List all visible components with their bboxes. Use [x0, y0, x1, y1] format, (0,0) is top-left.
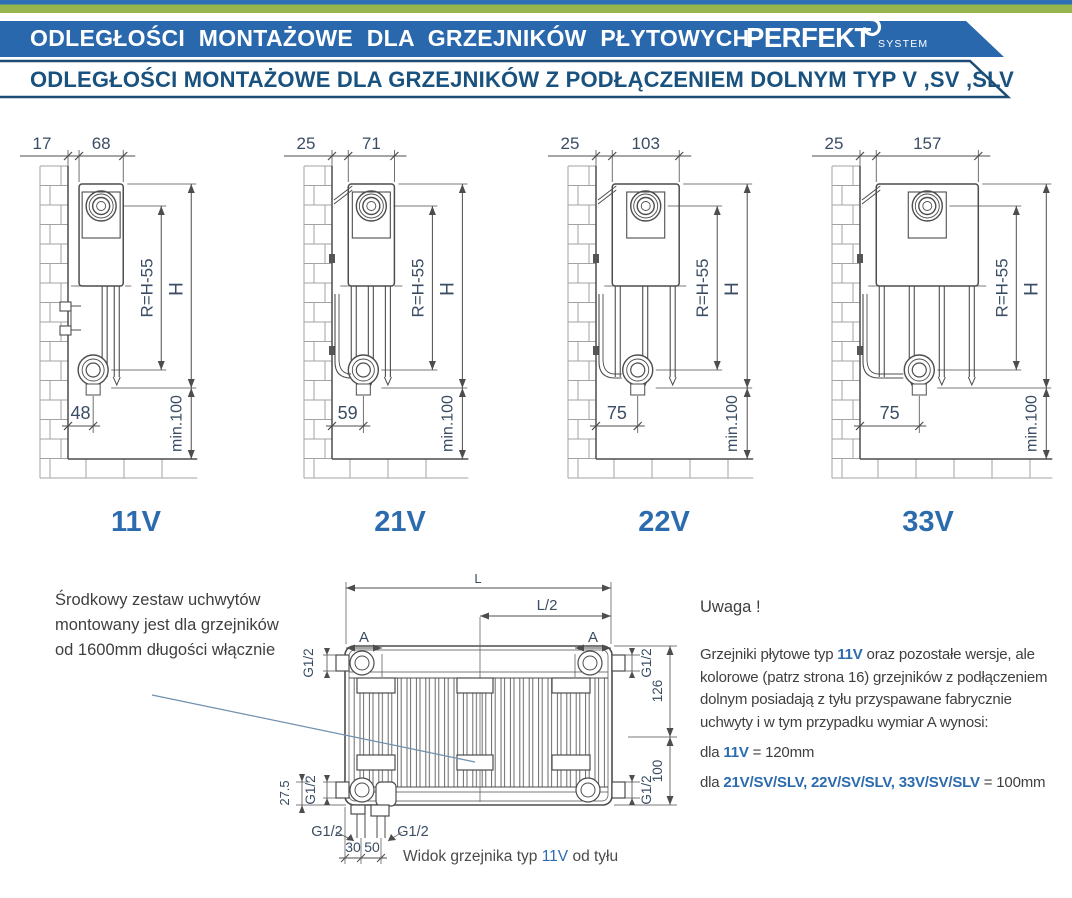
brand-name: PERFEKT: [746, 22, 871, 53]
dim-length: L: [474, 571, 482, 586]
height-dim: H: [722, 282, 744, 296]
dim-100: 100: [650, 759, 665, 783]
floor-clearance-dim: min.100: [1023, 395, 1041, 452]
dim-thread-pipe2: G1/2: [397, 824, 429, 840]
dim-thread-pipe1: G1/2: [311, 824, 343, 840]
bottom-connection: [912, 363, 926, 377]
height-dim: H: [437, 282, 459, 296]
note-paragraph-line: kolorowe (patrz strona 16) grzejników z podłączeniem: [700, 668, 1048, 686]
dim-thread-br: G1/2: [639, 775, 654, 805]
dim-126: 126: [650, 679, 665, 703]
header: [0, 0, 1072, 102]
dim-bracket-a-right: A: [587, 629, 599, 646]
height-dim: H: [1021, 282, 1043, 296]
radius-dim: R=H-55: [408, 258, 428, 318]
dim-30: 30: [345, 839, 361, 855]
wall-gap-dim: 25: [824, 134, 844, 153]
note-paragraph-line: dolnym posiadają z tyłu przyspawane fabrycznie: [700, 691, 1012, 709]
top-strip-green: [0, 5, 1072, 14]
dim-thread-tr: G1/2: [639, 648, 654, 678]
note-dim-others: dla 21V/SV/SLV, 22V/SV/SLV, 33V/SV/SLV = 100mm: [700, 774, 1046, 792]
pipe-offset-dim: 48: [70, 403, 91, 423]
dim-thread-bl: G1/2: [303, 775, 318, 805]
rear-caption: Widok grzejnika typ 11V od tyłu: [403, 848, 619, 865]
rear-view-drawing: [30, 555, 730, 898]
dim-50: 50: [364, 839, 380, 855]
bracket: [457, 678, 493, 693]
depth-dim: 71: [361, 134, 381, 153]
bracket: [552, 678, 590, 693]
diagram-21V: [270, 126, 534, 540]
diagram-11V: [6, 126, 270, 540]
type-label: 11V: [111, 506, 161, 538]
diagram-33V: [798, 126, 1062, 540]
floor-clearance-dim: min.100: [168, 395, 186, 452]
section-diagrams: [6, 126, 1066, 540]
note-paragraph-line: Grzejniki płytowe typ 11V oraz pozostałe wersje, ale: [700, 646, 1035, 664]
bottom-connection: [356, 363, 370, 377]
depth-dim: 68: [91, 134, 111, 153]
depth-dim: 103: [631, 134, 660, 153]
type-label: 21V: [374, 506, 426, 538]
note-dim-11v: dla 11V = 120mm: [700, 744, 815, 762]
dim-27-5: 27.5: [277, 780, 292, 806]
bottom-connection: [86, 363, 100, 377]
dim-half-length: L/2: [536, 597, 558, 614]
radius-dim: R=H-55: [693, 258, 713, 318]
note-heading: Uwaga !: [700, 598, 761, 616]
wall-gap-dim: 25: [296, 134, 316, 153]
floor-clearance-dim: min.100: [724, 395, 742, 452]
convector-fins: [352, 679, 605, 788]
page-title: ODLEGŁOŚCI MONTAŻOWE DLA GRZEJNIKÓW PŁYTOWYCH: [30, 25, 750, 51]
note-line: od 1600mm długości włącznie: [55, 641, 276, 659]
dim-bracket-a-left: A: [358, 629, 370, 646]
wall-gap-dim: 17: [32, 134, 52, 153]
bracket: [552, 755, 590, 770]
radius-dim: R=H-55: [992, 258, 1012, 318]
type-label: 22V: [638, 506, 690, 538]
note-uwaga: [700, 596, 1072, 795]
height-dim: H: [166, 282, 188, 296]
pipe-offset-dim: 75: [606, 403, 627, 423]
floor-clearance-dim: min.100: [439, 395, 457, 452]
radius-dim: R=H-55: [137, 258, 157, 318]
note-paragraph-line: uchwyty i w tym przypadku wymiar A wynosi:: [700, 713, 989, 731]
pipe-offset-dim: 75: [879, 403, 900, 423]
note-line: montowany jest dla grzejników: [55, 616, 279, 634]
diagram-22V: [534, 126, 798, 540]
bracket: [457, 755, 493, 770]
depth-dim: 157: [913, 134, 942, 153]
pipe-offset-dim: 59: [337, 403, 358, 423]
bottom-connection: [631, 363, 645, 377]
bracket: [357, 678, 395, 693]
top-strip-blue: [0, 0, 1072, 5]
dim-thread-tl: G1/2: [301, 648, 316, 678]
page-subtitle: ODLEGŁOŚCI MONTAŻOWE DLA GRZEJNIKÓW Z PODŁĄCZENIEM DOLNYM TYP V ,SV ,SLV: [30, 67, 1015, 92]
wall-gap-dim: 25: [560, 134, 580, 153]
note-line: Środkowy zestaw uchwytów: [55, 591, 261, 609]
type-label: 33V: [902, 506, 954, 538]
bracket: [357, 755, 395, 770]
brand-sub-name: SYSTEM: [878, 38, 929, 50]
